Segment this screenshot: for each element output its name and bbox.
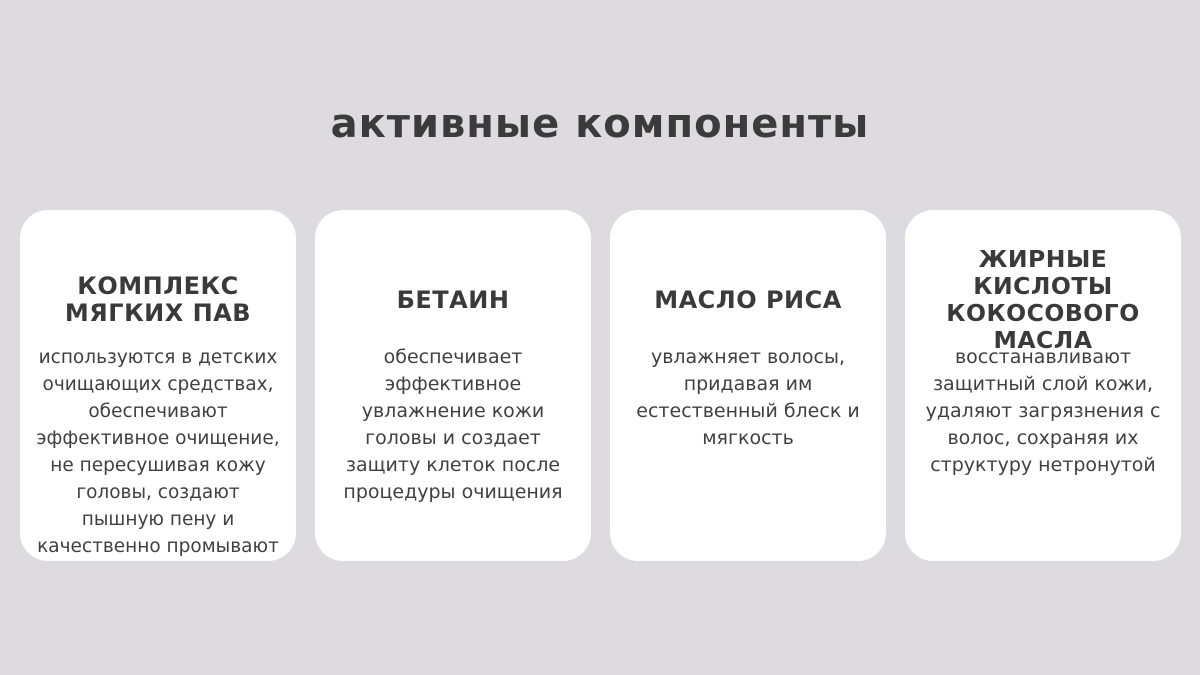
card-title-text: ЖИРНЫЕ КИСЛОТЫ КОКОСОВОГО МАСЛА <box>946 245 1140 354</box>
card-title <box>622 258 874 342</box>
card-title <box>32 258 284 342</box>
component-card-rice-oil <box>610 210 886 561</box>
component-card-surfactants <box>20 210 296 561</box>
card-title-text: КОМПЛЕКС МЯГКИХ ПАВ <box>64 272 252 327</box>
component-card-coconut-fatty-acids <box>905 210 1181 561</box>
card-title-text: МАСЛО РИСА <box>654 285 842 314</box>
card-title-text: БЕТАИН <box>396 285 510 314</box>
card-description: восстанавливают защитный слой кожи, удаляют загрязнения с волос, сохраняя их структуру нетронутой <box>925 346 1161 476</box>
card-title <box>327 258 579 342</box>
card-description: используются в детских очищающих средствах, обеспечивают эффективное очищение, не пересушивая кожу головы, создают пышную пену и качественно промывают <box>36 347 280 557</box>
card-title <box>917 245 1169 354</box>
page-title: активные компоненты <box>330 101 870 147</box>
card-description: обеспечивает эффективное увлажнение кожи головы и создает защиту клеток после процедуры очищения <box>343 346 563 503</box>
component-card-betaine <box>315 210 591 561</box>
card-description: увлажняет волосы, придавая им естественный блеск и мягкость <box>636 346 860 449</box>
